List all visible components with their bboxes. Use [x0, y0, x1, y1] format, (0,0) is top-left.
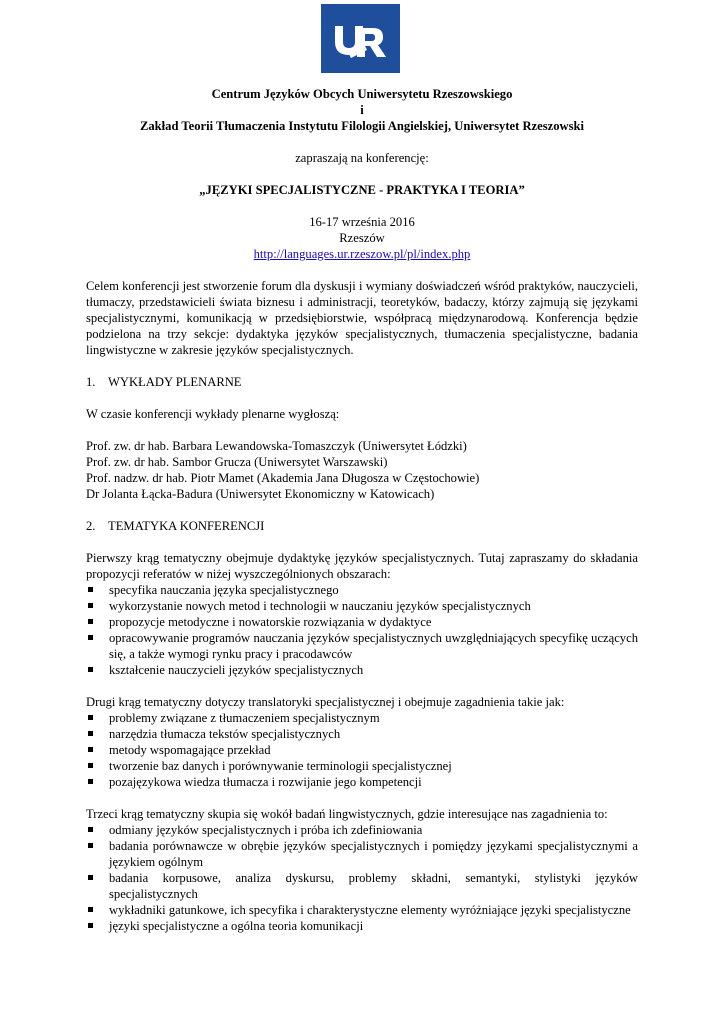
topic-group-lead: Drugi krąg tematyczny dotyczy translatoryki specjalistycznej i obejmuje zagadnienia takie jak:	[86, 695, 565, 709]
list-item: propozycje metodyczne i nowatorskie rozwiązania w dydaktyce	[86, 614, 638, 630]
speaker: Dr Jolanta Łącka-Badura (Uniwersytet Ekonomiczny w Katowicach)	[86, 487, 435, 501]
list-item: wykorzystanie nowych metod i technologii w nauczaniu języków specjalistycznych	[86, 598, 638, 614]
list-item: badania korpusowe, analiza dyskursu, problemy składni, semantyki, stylistyki języków specjalistycznych	[86, 870, 638, 902]
section-heading-topics	[86, 518, 638, 534]
topic-list	[86, 822, 638, 934]
conjunction: i	[360, 103, 364, 117]
topic-group-lead: Pierwszy krąg tematyczny obejmuje dydaktykę języków specjalistycznych. Tutaj zapraszamy do składania propozycji referatów w niżej wyszczególnionych obszarach:	[86, 551, 638, 581]
list-item: narzędzia tłumacza tekstów specjalistycznych	[86, 726, 638, 742]
intro-paragraph: Celem konferencji jest stworzenie forum dla dyskusji i wymiany doświadczeń wśród praktyków, nauczycieli, tłumaczy, przedstawicieli świata biznesu i administracji, teoretyków, badaczy, którzy zajmują się językami specjalistycznymi, komunikacją w przedsiębiorstwie, współpracą międzynarodową. Konferencja będzie podzielona na trzy sekcje: dydaktyka języków specjalistycznych, tłumaczenia specjalistyczne, badania lingwistyczne w zakresie języków specjalistycznych.	[86, 279, 638, 357]
list-item: pozajęzykowa wiedza tłumacza i rozwijanie jego kompetencji	[86, 774, 638, 790]
conference-url-link[interactable]: http://languages.ur.rzeszow.pl/pl/index.php	[253, 247, 471, 261]
speaker: Prof. zw. dr hab. Sambor Grucza (Uniwersytet Warszawski)	[86, 455, 388, 469]
list-item: badania porównawcze w obrębie języków specjalistycznych i pomiędzy językami specjalistycznymi a językiem ogólnym	[86, 838, 638, 870]
list-item: kształcenie nauczycieli języków specjalistycznych	[86, 662, 638, 678]
university-logo	[321, 4, 400, 73]
ur-logo-icon	[321, 4, 400, 73]
section-title: WYKŁADY PLENARNE	[108, 375, 242, 389]
list-item: odmiany języków specjalistycznych i próba ich zdefiniowania	[86, 822, 638, 838]
speaker: Prof. nadzw. dr hab. Piotr Mamet (Akademia Jana Długosza w Częstochowie)	[86, 471, 480, 485]
document-body	[86, 86, 638, 934]
list-item: tworzenie baz danych i porównywanie terminologii specjalistycznej	[86, 758, 638, 774]
plenary-lead: W czasie konferencji wykłady plenarne wygłoszą:	[86, 407, 340, 421]
conference-date: 16-17 września 2016	[309, 215, 415, 229]
section-title: TEMATYKA KONFERENCJI	[108, 519, 265, 533]
list-item: języki specjalistyczne a ogólna teoria komunikacji	[86, 918, 638, 934]
section-heading-plenary	[86, 374, 638, 390]
topic-list	[86, 582, 638, 678]
invitation-text: zapraszają na konferencję:	[295, 151, 429, 165]
topic-list	[86, 710, 638, 790]
list-item: wykładniki gatunkowe, ich specyfika i charakterystyczne elementy wyróżniające języki specjalistyczne	[86, 902, 638, 918]
conference-title: „JĘZYKI SPECJALISTYCZNE - PRAKTYKA I TEORIA”	[199, 183, 525, 197]
list-item: specyfika nauczania języka specjalistycznego	[86, 582, 638, 598]
speaker: Prof. zw. dr hab. Barbara Lewandowska-Tomaszczyk (Uniwersytet Łódzki)	[86, 439, 467, 453]
section-number: 1.	[86, 375, 96, 389]
conference-place: Rzeszów	[339, 231, 385, 245]
list-item: metody wspomagające przekład	[86, 742, 638, 758]
list-item: problemy związane z tłumaczeniem specjalistycznym	[86, 710, 638, 726]
organizer-2: Zakład Teorii Tłumaczenia Instytutu Filologii Angielskiej, Uniwersytet Rzeszowski	[139, 119, 585, 133]
section-number: 2.	[86, 519, 96, 533]
list-item: opracowywanie programów nauczania języków specjalistycznych uwzględniających specyfikę uczących się, a także wymogi rynku pracy i pracodawców	[86, 630, 638, 662]
organizer-1: Centrum Języków Obcych Uniwersytetu Rzeszowskiego	[211, 87, 513, 101]
topic-group-lead: Trzeci krąg tematyczny skupia się wokół badań lingwistycznych, gdzie interesujące nas zagadnienia to:	[86, 807, 608, 821]
